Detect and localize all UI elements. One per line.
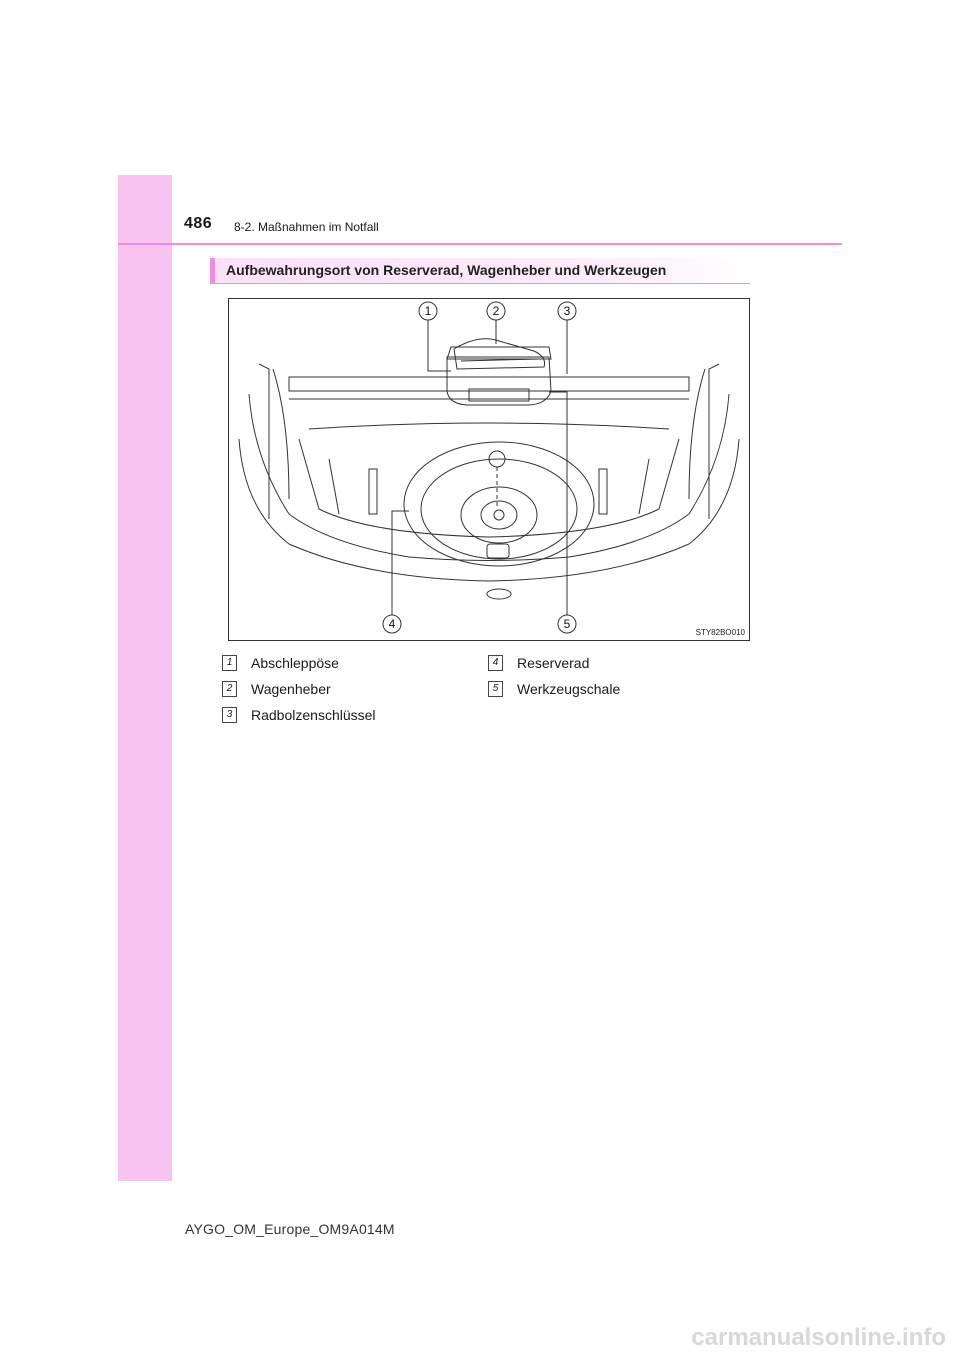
section-header [210,258,750,284]
trunk-illustration [228,298,750,641]
legend-label: Wagenheber [251,681,331,697]
document-id: AYGO_OM_Europe_OM9A014M [185,1221,395,1237]
section-accent [210,258,215,283]
legend-label: Radbolzenschlüssel [251,707,376,723]
legend-item [488,681,620,697]
figure-code: STY82BO010 [695,628,745,637]
header-rule [118,243,842,245]
legend-item [222,707,376,723]
legend-number: 2 [222,681,237,697]
watermark: carmanualsonline.info [691,1324,946,1351]
callout-3: 3 [563,304,571,318]
page-number: 486 [184,215,213,232]
legend-item [222,681,331,697]
legend-label: Werkzeugschale [517,681,621,697]
legend-number: 5 [488,681,503,697]
legend-number: 1 [222,655,237,671]
side-band [118,175,172,1181]
legend-number: 3 [222,707,237,723]
callout-4: 4 [388,617,396,631]
legend-number: 4 [488,655,503,671]
legend-item [488,655,589,671]
chapter-title: 8-2. Maßnahmen im Notfall [234,220,379,234]
callout-1: 1 [424,304,432,318]
trunk-drawing [229,299,749,640]
callout-2: 2 [492,304,500,318]
section-title: Aufbewahrungsort von Reserverad, Wagenheber und Werkzeugen [226,262,667,278]
legend-label: Reserverad [517,655,590,671]
legend-label: Abschleppöse [251,655,339,671]
callout-5: 5 [563,617,571,631]
legend-item [222,655,339,671]
